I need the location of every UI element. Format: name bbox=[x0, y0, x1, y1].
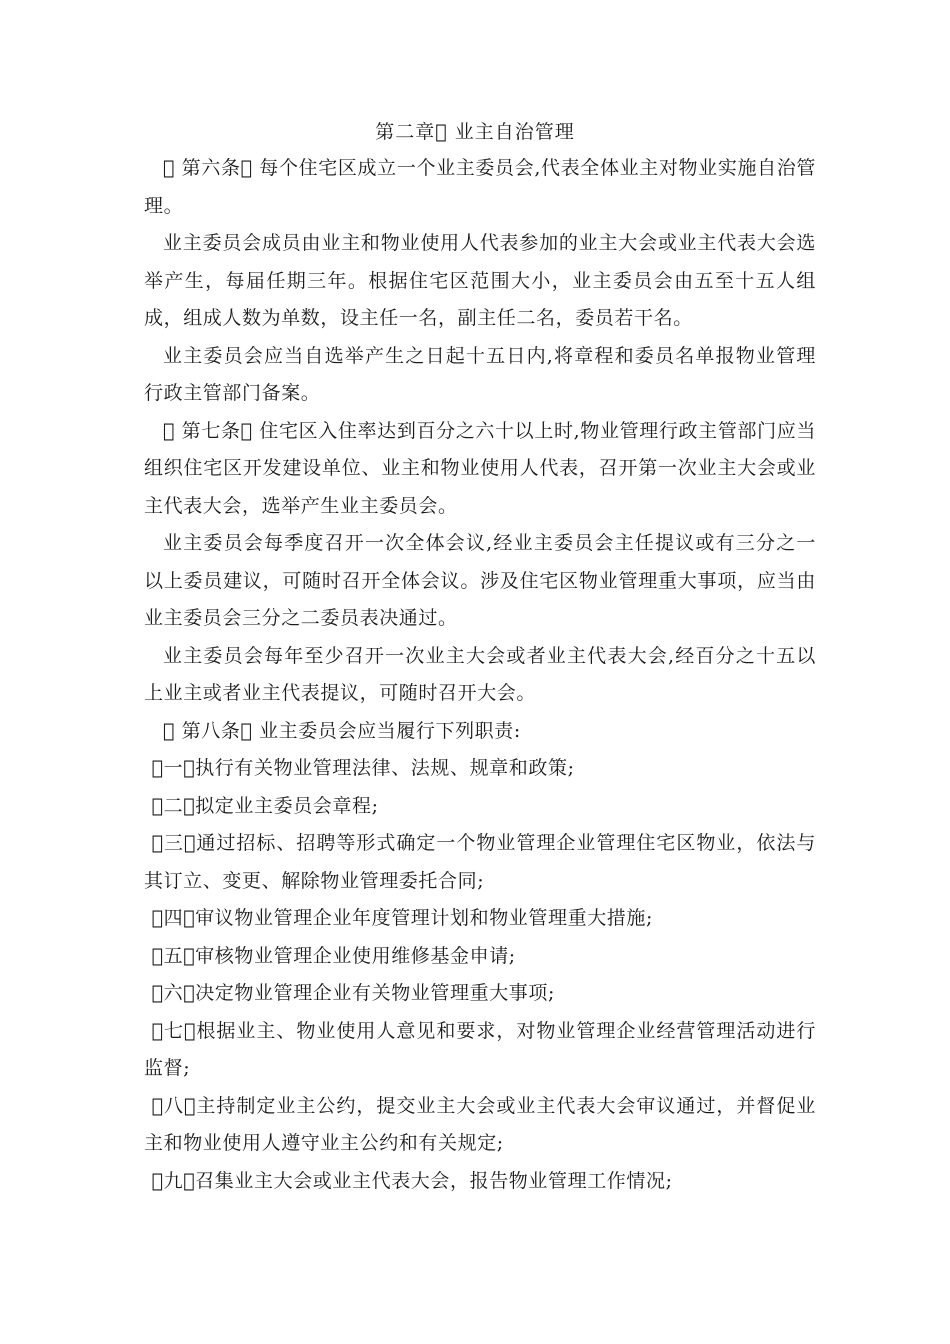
article-6-filing-paragraph: 业主委员会应当自选举产生之日起十五日内,将章程和委员名单报物业管理行政主管部门备案。 bbox=[144, 344, 816, 404]
article-7-assembly-paragraph: 业主委员会每年至少召开一次业主大会或者业主代表大会,经百分之十五以上业主或者业主代表提议，可随时召开大会。 bbox=[144, 644, 816, 704]
article-7-meeting-paragraph: 业主委员会每季度召开一次全体会议,经业主委员会主任提议或有三分之一以上委员建议，可随时召开全体会议。涉及住宅区物业管理重大事项，应当由业主委员会三分之二委员表决通过。 bbox=[144, 532, 816, 629]
duty-item-5:  五 审核物业管理企业使用维修基金申请; bbox=[151, 944, 516, 967]
duty-item-9:  九 召集业主大会或业主代表大会，报告物业管理工作情况; bbox=[151, 1169, 673, 1192]
duty-item-2:  二 拟定业主委员会章程; bbox=[151, 794, 379, 817]
article-6-paragraph:   第六条  每个住宅区成立一个业主委员会,代表全体业主对物业实施自治管理。 bbox=[144, 157, 816, 217]
document-body bbox=[144, 150, 816, 1200]
duty-item-4:  四 审议物业管理企业年度管理计划和物业管理重大措施; bbox=[151, 907, 654, 929]
chapter-title: 第二章  业主自治管理 bbox=[375, 121, 575, 143]
article-6-members-paragraph: 业主委员会成员由业主和物业使用人代表参加的业主大会或业主代表大会选举产生，每届任期三年。根据住宅区范围大小，业主委员会由五至十五人组成，组成人数为单数，设主任一名，副主任二名，委员若干名。 bbox=[144, 232, 816, 329]
article-8-paragraph:   第八条  业主委员会应当履行下列职责: bbox=[163, 719, 521, 742]
duty-item-1:  一 执行有关物业管理法律、法规、规章和政策; bbox=[151, 757, 575, 779]
duty-item-6:  六 决定物业管理企业有关物业管理重大事项; bbox=[151, 982, 555, 1004]
article-7-paragraph:   第七条  住宅区入住率达到百分之六十以上时,物业管理行政主管部门应当组织住宅区开发建设单位、业主和物业使用人代表，召开第一次业主大会或业主代表大会，选举产生业主委员会。 bbox=[144, 419, 816, 517]
duty-item-7:  七 根据业主、物业使用人意见和要求，对物业管理企业经营管理活动进行监督; bbox=[144, 1019, 816, 1079]
duty-item-3:  三 通过招标、招聘等形式确定一个物业管理企业管理住宅区物业，依法与其订立、变更、解除物业管理委托合同; bbox=[144, 832, 816, 892]
duty-item-8:  八 主持制定业主公约，提交业主大会或业主代表大会审议通过，并督促业主和物业使用人遵守业主公约和有关规定; bbox=[144, 1094, 816, 1154]
